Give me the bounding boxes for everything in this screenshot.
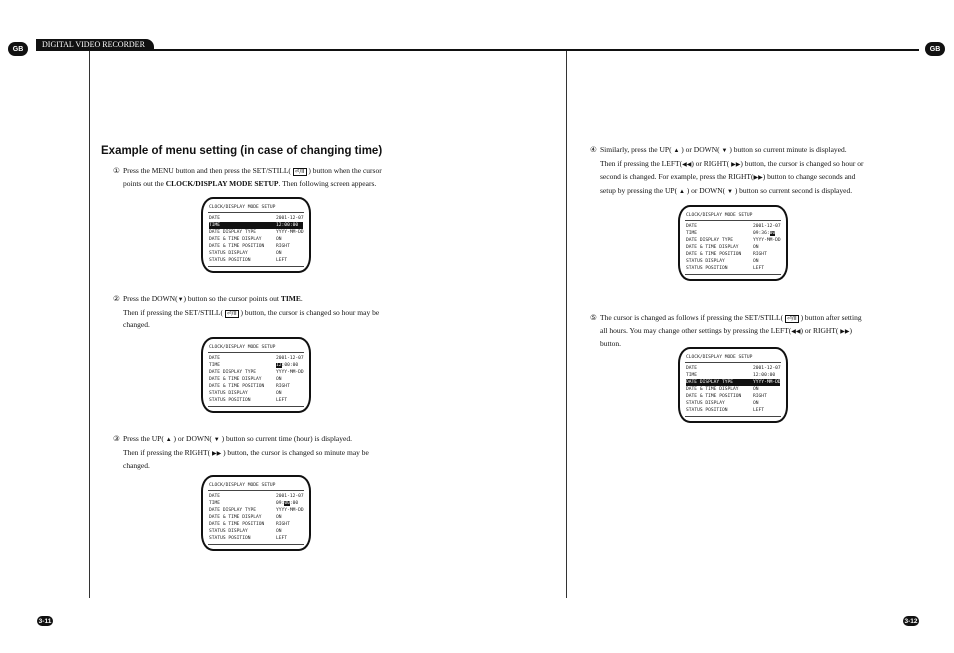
step-5: ⑤ The cursor is changed as follows if pressing the SET/STILL( ⏎/II ) button after setting all hours. You may change other settings by pressing the LEFT(◀◀) or RIGHT( ▶▶) button. xyxy=(590,313,862,348)
right-arrow-icon: ▶▶ xyxy=(731,161,741,168)
down-arrow-icon: ▼ xyxy=(213,437,220,443)
gb-badge-right: GB xyxy=(925,42,945,56)
cursor-highlight: 12 xyxy=(276,363,282,368)
page-number-right: 3-12 xyxy=(904,617,918,625)
selected-row: TIME 12:00:00 xyxy=(209,222,303,229)
step-3: ③ Press the UP( ▲ ) or DOWN( ▼ ) button so current time (hour) is displayed. Then if pressing the RIGHT( ▶▶ ) button, the cursor is changed so minute may be changed. xyxy=(113,434,369,470)
up-arrow-icon: ▲ xyxy=(673,148,680,154)
osd-screen-1: CLOCK/DISPLAY MODE SETUP DATE 2001-12-07 TIME 12:00:00 DATE DISPLAY TYPE YYYY-MM-DD DATE & TIME DISPLAY ON DATE & TIME POSITION RIGHT STATUS DISPLAY ON STATUS POSITION LEFT xyxy=(201,197,311,273)
gb-badge-left: GB xyxy=(8,42,28,56)
step-number: ① xyxy=(113,166,120,175)
center-divider xyxy=(566,51,567,598)
cursor-highlight: 00 xyxy=(769,231,776,236)
right-arrow-icon: ▶▶ xyxy=(211,450,222,457)
down-arrow-icon: ▼ xyxy=(721,148,728,154)
set-still-icon: ⏎/II xyxy=(226,310,237,317)
step-4: ④ Similarly, press the UP( ▲ ) or DOWN( ▼ ) button so current minute is displayed. Then if pressing the LEFT(◀◀) or RIGHT( ▶▶) button, the cursor is changed so hour or second is changed. For example, press the RIGHT(▶▶) button to change seconds and setup by pressing the UP( ▲ ) or DOWN( ▼ ) button so current second is displayed. xyxy=(590,144,863,198)
section-tab: DIGITAL VIDEO RECORDER xyxy=(36,39,154,50)
page-number-left: 3-11 xyxy=(38,617,52,625)
osd-screen-3: CLOCK/DISPLAY MODE SETUP DATE 2001-12-07 TIME 09:00:00 DATE DISPLAY TYPE YYYY-MM-DD DATE & TIME DISPLAY ON DATE & TIME POSITION RIGHT STATUS DISPLAY ON STATUS POSITION LEFT xyxy=(201,475,311,551)
left-arrow-icon: ◀◀ xyxy=(791,328,801,335)
right-arrow-icon: ▶▶ xyxy=(840,328,850,335)
right-arrow-icon: ▶▶ xyxy=(753,175,763,181)
left-margin-line xyxy=(89,51,90,598)
page-heading: Example of menu setting (in case of changing time) xyxy=(101,145,383,157)
left-arrow-icon: ◀◀ xyxy=(682,161,692,168)
up-arrow-icon: ▲ xyxy=(678,188,685,195)
header-rule-left xyxy=(36,49,567,51)
step-2: ② Press the DOWN(▼) button so the cursor points out TIME. Then if pressing the SET/STILL( ⏎/II ) button, the cursor is changed so hour may be changed. xyxy=(113,294,380,329)
set-still-icon: ⏎/II xyxy=(786,316,797,322)
osd-screen-2: CLOCK/DISPLAY MODE SETUP DATE 2001-12-07 TIME 12:00:00 DATE DISPLAY TYPE YYYY-MM-DD DATE & TIME DISPLAY ON DATE & TIME POSITION RIGHT STATUS DISPLAY ON STATUS POSITION LEFT xyxy=(201,337,311,413)
cursor-highlight: 00 xyxy=(284,501,290,506)
header-rule-right xyxy=(566,49,919,51)
up-arrow-icon: ▲ xyxy=(165,437,172,443)
set-still-icon: ⏎/II xyxy=(294,169,305,175)
osd-screen-4: CLOCK/DISPLAY MODE SETUP DATE 2001-12-07 TIME 09:36:00 DATE DISPLAY TYPE YYYY-MM-DD DATE & TIME DISPLAY ON DATE & TIME POSITION RIGHT STATUS DISPLAY ON STATUS POSITION LEFT xyxy=(678,205,788,281)
osd-screen-5: CLOCK/DISPLAY MODE SETUP DATE 2001-12-07 TIME 12:00:00 DATE DISPLAY TYPE YYYY-MM-DD DATE & TIME DISPLAY ON DATE & TIME POSITION RIGHT STATUS DISPLAY ON STATUS POSITION LEFT xyxy=(678,347,788,423)
down-arrow-icon: ▼ xyxy=(177,297,184,303)
step-1: ① Press the MENU button and then press the SET/STILL( ⏎/II ) button when the cursor points out the CLOCK/DISPLAY MODE SETUP. Then following screen appears. xyxy=(113,166,382,188)
down-arrow-icon: ▼ xyxy=(726,188,733,195)
selected-row: DATE DISPLAY TYPE YYYY-MM-DD xyxy=(686,380,781,385)
